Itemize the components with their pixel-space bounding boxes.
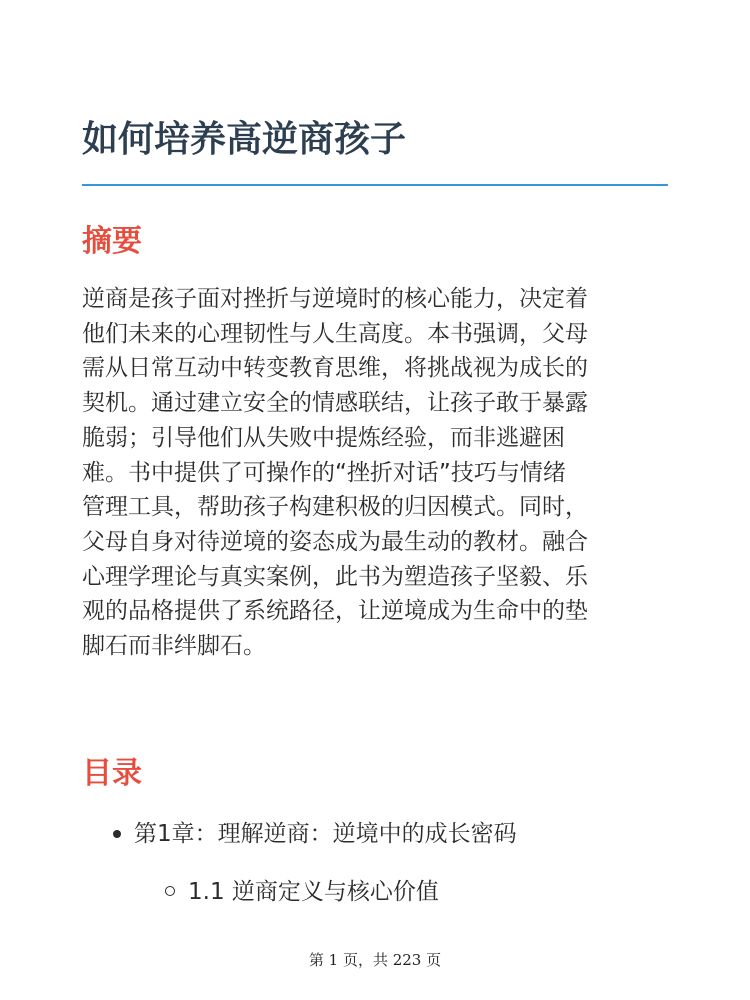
document-title: 如何培养高逆商孩子: [82, 119, 407, 160]
summary-line: 心理学理论与真实案例，此书为塑造孩子坚毅、乐: [82, 563, 588, 590]
title-divider: [82, 184, 668, 186]
toc-heading: 目录: [82, 756, 142, 791]
page-number-footer: 第 1 页，共 223 页: [308, 951, 442, 969]
summary-paragraph: [82, 282, 668, 664]
toc-item-label: 第1章：理解逆商：逆境中的成长密码: [134, 821, 517, 847]
summary-line: 观的品格提供了系统路径，让逆境成为生命中的垫: [82, 598, 588, 625]
summary-line: 他们未来的心理韧性与人生高度。本书强调，父母: [82, 320, 588, 347]
summary-line: 管理工具，帮助孩子构建积极的归因模式。同时，: [82, 494, 588, 521]
summary-line: 需从日常互动中转变教育思维，将挑战视为成长的: [82, 355, 588, 382]
summary-line: 契机。通过建立安全的情感联结，让孩子敢于暴露: [82, 390, 588, 417]
summary-heading: 摘要: [82, 224, 142, 259]
summary-line: 逆商是孩子面对挫折与逆境时的核心能力，决定着: [82, 286, 588, 312]
bullet-disc-icon: [113, 830, 121, 838]
summary-line: 父母自身对待逆境的姿态成为最生动的教材。融合: [82, 528, 588, 555]
summary-line: 脆弱；引导他们从失败中提炼经验，而非逃避困: [82, 424, 565, 451]
toc-item-label: 1.1 逆商定义与核心价值: [188, 879, 439, 905]
summary-line: 难。书中提供了可操作的“挫折对话”技巧与情绪: [82, 459, 566, 486]
bullet-circle-icon: [165, 886, 175, 896]
summary-line: 脚石而非绊脚石。: [82, 633, 266, 660]
